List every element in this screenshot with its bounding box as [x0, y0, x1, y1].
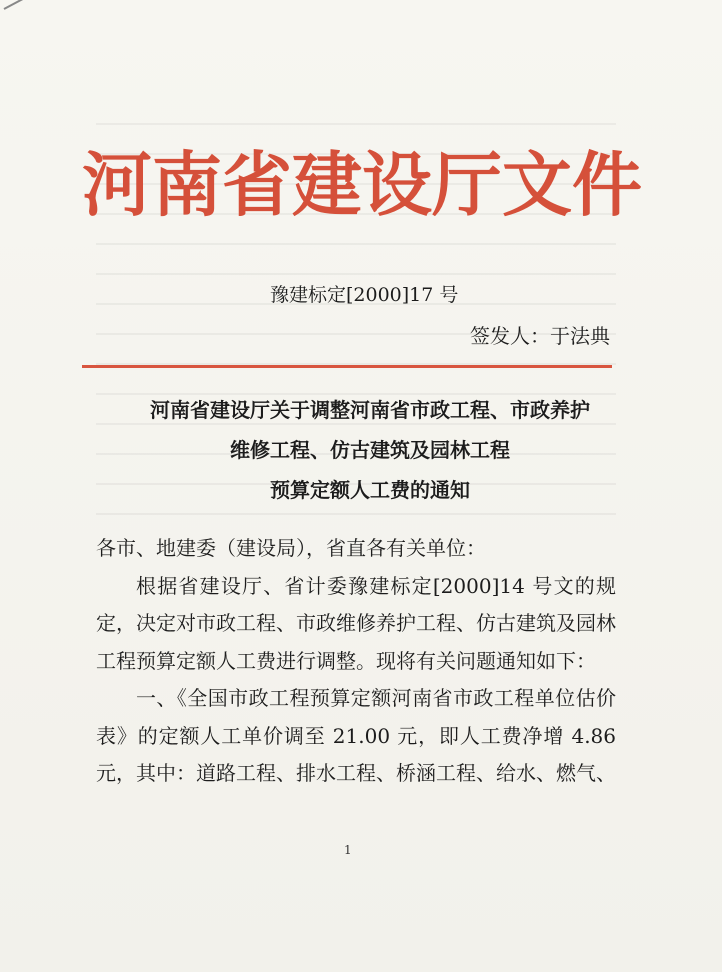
signer-line: 签发人：于法典	[470, 324, 610, 348]
notice-body	[96, 530, 616, 793]
notice-title-line: 河南省建设厅关于调整河南省市政工程、市政养护	[150, 398, 590, 422]
page-number: 1	[344, 843, 352, 857]
body-paragraph: 一、《全国市政工程预算定额河南省市政工程单位估价表》的定额人工单价调至 21.00 元，即人工费净增 4.86 元，其中：道路工程、排水工程、桥涵工程、给水、燃气、	[96, 686, 616, 785]
document-number: 豫建标定[2000]17 号	[270, 284, 459, 306]
scan-corner-mark	[4, 0, 47, 10]
notice-title-line: 预算定额人工费的通知	[270, 478, 470, 502]
salutation: 各市、地建委（建设局），省直各有关单位：	[96, 536, 486, 560]
notice-title-line: 维修工程、仿古建筑及园林工程	[230, 438, 510, 462]
body-paragraph: 根据省建设厅、省计委豫建标定[2000]14 号文的规定，决定对市政工程、市政维修养护工程、仿古建筑及园林工程预算定额人工费进行调整。现将有关问题通知如下：	[96, 573, 616, 673]
header-divider-rule	[82, 365, 612, 368]
notice-title	[90, 390, 650, 510]
agency-header-title: 河南省建设厅文件	[82, 144, 642, 226]
